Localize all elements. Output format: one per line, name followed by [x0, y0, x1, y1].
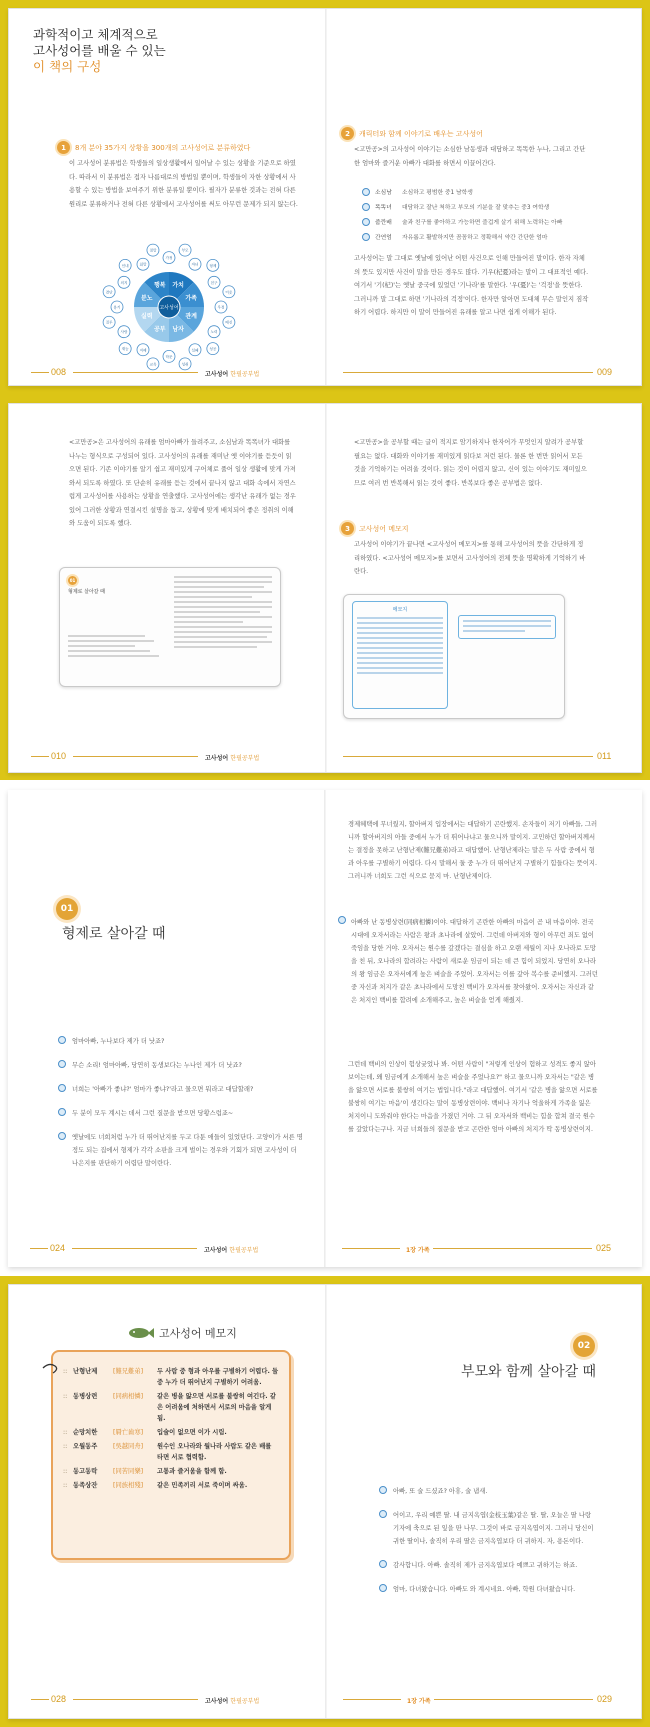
- wheel-term-label: 결단: [105, 290, 113, 295]
- memo-hanja: [脣亡齒寒]: [113, 1429, 144, 1436]
- memo-hanja: [難兄難弟]: [113, 1368, 144, 1375]
- wheel-term-label: 인내: [121, 263, 129, 268]
- brand-main: 고사성어: [205, 1698, 229, 1705]
- dialog-list: [58, 1035, 303, 1181]
- brand-sub: 한필공부법: [230, 371, 260, 378]
- dialog-line: [58, 1059, 303, 1072]
- spine-gutter: [325, 404, 327, 772]
- section-number-badge: 2: [341, 127, 354, 140]
- heading-line-2: 고사성어를 배울 수 있는: [33, 43, 166, 58]
- memo-row: [63, 1480, 279, 1491]
- wheel-term-label: 재능: [121, 347, 129, 352]
- wheel-term-label: 실패: [191, 348, 199, 353]
- memo-definition: 같은 민족끼리 서로 죽이며 싸움.: [157, 1482, 248, 1489]
- speaker-icon: [379, 1560, 387, 1568]
- wheel-term-label: 친구: [210, 280, 218, 285]
- brand-footer-left: [205, 369, 259, 378]
- page-heading: [33, 27, 166, 75]
- thumbnail-right-spread: [343, 594, 565, 719]
- book-spread-008-009: [8, 8, 642, 386]
- right-paragraph-2: 아빠와 난 동병상련(同病相憐)이야. 대답하기 곤란한 아빠의 마음이 곧 내 마음이야. 전국시대에 오자서라는 사람은 왕과 초나라에 살았어. 그런데 아버지와 형이 아무런 죄도 없이 죽임을 당한 거야. 오자서는 원수를 갚겠다는 결심을 하고 오랜 세월이 지나 오나라로 도망을 친 뒤, 오나라의 합려라는 사람이 새로운 임금이 되는 데 큰 힘이 되었지. 당연히 오나라의 왕 임금은 오자서에게 높은 벼슬을 주었어. 오자서는 이를 갚아 복수를 준비했지. 그러던 중 자신과 처지가 같은 초나라에서 도망친 백비가 오자서를 찾아왔어. 오자서는 자신과 같은 처지인 백비를 합려에 소개해주고, 높은 벼슬을 얻게 해줬지.: [351, 919, 599, 1004]
- brand-main: 고사성어: [204, 1247, 228, 1254]
- right-paragraph-2-wrap: [338, 916, 598, 1007]
- memo-definition: 고통과 즐거움을 함께 함.: [157, 1468, 227, 1475]
- memo-box: [51, 1350, 291, 1560]
- dialog-text: 엄마, 다녀왔습니다. 아빠도 와 계시네요. 아빠, 학원 다녀왔습니다.: [393, 1586, 576, 1593]
- page-rule-left-2: [73, 756, 198, 757]
- wheel-center-label: 고사성어: [159, 305, 179, 311]
- fish-icon: [127, 1327, 155, 1339]
- thumb-chapter-title: 형제로 살아갈 때: [68, 589, 105, 595]
- wheel-term-label: 노력: [210, 330, 218, 335]
- brand-sub: 한필공부법: [229, 1247, 259, 1254]
- wheel-segment-label: 관계: [185, 313, 197, 321]
- wheel-term-label: 용기: [113, 305, 121, 310]
- chapter-title: 형제로 살아갈 때: [62, 926, 166, 942]
- section-2-body: 고사성어는 말 그대로 옛날에 있어난 어떤 사건으로 인해 만들어진 말이다. 한자 자체의 뜻도 있지만 사건이 말을 만든 경우도 많다. 기우(杞憂)라는 말이 그 대표적인 예다. 여기서 '기(杞)'는 옛날 중국에 있었던 '기나라'를 말한다. '우(憂)'는 '걱정'을 뜻한다. 그러니까 말 그대로 하면 '기나라의 걱정'이다. 한자만 알아면 도대체 무슨 말인지 짐작하기 어렵다. 하지만 이 말이 만들어진 유래를 알고 나면 쉽게 이해가 된다.: [354, 255, 589, 316]
- dialog-line: [58, 1131, 303, 1170]
- dialog-line: [58, 1107, 303, 1120]
- page-number-left: 010: [51, 751, 67, 761]
- running-head-right: 1장 가족: [407, 1698, 431, 1705]
- memo-marker: ::: [63, 1468, 68, 1475]
- memo-definition: 입술이 없으면 이가 시림.: [157, 1429, 227, 1436]
- brand-footer-left: [204, 1245, 258, 1254]
- character-desc: 술과 친구를 좋아하고 가능하면 즐겁게 살기 위해 노력하는 아빠: [402, 220, 563, 226]
- page-number-right: 025: [596, 1243, 612, 1253]
- right-paragraph-3: 그런데 백비의 인상이 험상궂었나 봐. 어떤 사람이 "저렇게 인상이 험하고 성격도 좋지 않아 보이는데, 왜 임금에게 소개해서 높은 벼슬을 주었나요?" 하고 물으니까 오자서는 "같은 병을 앓으면 서로를 불쌍히 여기는 법입니다."라고 대답했어. 여기서 '같은 병을 앓으면 서로를 불쌍히 여기는 마음'이 생긴다는 말이 동병상련이야. 백비나 자기나 억울하게 가족을 잃은 처지이니 도와줘야 한다는 마음을 가졌던 거야. 그 뒤 오자서와 백비는 힘을 합쳐 결국 원수를 갚았다는구나. 지금 너희들의 질문을 받고 곤란한 엄마 아빠의 처지가 딱 동병상련이지.: [348, 1061, 598, 1133]
- section-1-header: [57, 141, 250, 154]
- dialog-line: [379, 1509, 594, 1548]
- memo-hanja: [同苦同樂]: [113, 1468, 144, 1475]
- wheel-term-label: 부모: [181, 248, 189, 253]
- character-row: [362, 187, 592, 196]
- page-rule-right-2: [433, 1248, 592, 1249]
- speaker-icon: [379, 1584, 387, 1592]
- dialog-text: 두 분이 모두 계시는 데서 그런 질문을 받으면 당황스럽죠~: [72, 1110, 234, 1117]
- section-3-header: [341, 522, 409, 535]
- wheel-segment-label: 가치: [172, 281, 184, 289]
- memo-word: 동족상잔: [73, 1482, 98, 1489]
- memo-hanja: [吳越同舟]: [113, 1443, 144, 1450]
- memo-definition: 원수인 오나라와 월나라 사람도 같은 배를 타면 서로 협력함.: [157, 1443, 272, 1461]
- wheel-term-label: 사랑: [120, 330, 128, 335]
- character-icon: [362, 218, 370, 226]
- brand-footer-left: [205, 753, 259, 762]
- page-number-right: 029: [597, 1694, 613, 1704]
- section-title: 고사성어 메모지: [359, 524, 409, 533]
- character-row: [362, 217, 592, 226]
- page-number-right: 011: [597, 751, 612, 761]
- dialog-text: 너희는 '아빠가 좋냐?' 엄마가 좋냐?'라고 물으면 뭐라고 대답할래?: [72, 1086, 254, 1093]
- dialog-list: [379, 1485, 594, 1607]
- book-spread-010-011: [8, 403, 642, 773]
- brand-footer-left: [205, 1696, 259, 1705]
- memo-row: [63, 1427, 279, 1438]
- page-rule-left: [31, 756, 49, 757]
- wheel-term-label: 교육: [149, 362, 157, 367]
- page-number-right: 009: [597, 367, 613, 377]
- memo-heading: [127, 1325, 237, 1341]
- wheel-term-label: 의지: [120, 280, 128, 285]
- memo-rows: [63, 1366, 279, 1491]
- page-rule-left: [31, 1699, 49, 1700]
- memo-marker: ::: [63, 1443, 68, 1450]
- wheel-term-label: 절망: [149, 248, 157, 253]
- memo-title: 고사성어 메모지: [159, 1327, 237, 1340]
- dialog-text: 아빠, 또 술 드셨죠? 아휴, 술 냄새.: [393, 1488, 488, 1495]
- memo-row: [63, 1366, 279, 1388]
- character-icon: [362, 233, 370, 241]
- wheel-term-label: 배신: [225, 320, 233, 325]
- character-desc: 대담하고 잘난 척하고 부모의 기분을 잘 맞추는 중3 여학생: [402, 205, 550, 211]
- dialog-text: 엄마아빠, 누나보다 제가 더 낫죠?: [72, 1038, 165, 1045]
- dialog-text: 감사합니다. 아빠. 솔직히 제가 금지옥엽보다 예쁘고 귀하기는 하죠.: [393, 1562, 578, 1569]
- memo-word: 오월동주: [73, 1443, 98, 1450]
- memo-marker: ::: [63, 1429, 68, 1436]
- page-rule-right: [342, 1248, 400, 1249]
- character-row: [362, 232, 592, 241]
- character-name: 간연엄: [375, 235, 392, 241]
- page-number-left: 028: [51, 1694, 67, 1704]
- memo-marker: ::: [63, 1393, 68, 1400]
- brand-sub: 한필공부법: [230, 1698, 260, 1705]
- memo-row: [63, 1441, 279, 1463]
- speaker-icon: [379, 1486, 387, 1494]
- wheel-term-label: 학문: [165, 354, 173, 359]
- section-title: 8개 분야 35가지 상황을 300개의 고사성어로 분류하였다: [75, 143, 251, 152]
- wheel-segment-label: 가족: [185, 294, 197, 302]
- section-3-body: 고사성어 이야기가 끝나면 <고사성어 메모지>를 통해 고사성어의 뜻을 간단하게 정리하였다. <고사성어 메모지>를 보면서 고사성어의 전체 뜻을 명확하게 기억하기 바란다.: [354, 541, 586, 575]
- hook-icon: [41, 1360, 61, 1376]
- character-icon: [362, 188, 370, 196]
- dialog-line: [379, 1559, 594, 1572]
- thumb-memo-label: 메모지: [392, 607, 408, 613]
- wheel-term-label: 성취: [181, 362, 189, 367]
- memo-word: 동고동락: [73, 1468, 98, 1475]
- section-2-header: [341, 127, 483, 140]
- wheel-term-label: 이웃: [225, 290, 233, 295]
- speaker-icon: [58, 1036, 66, 1044]
- memo-word: 난형난제: [73, 1368, 98, 1375]
- page-rule-left: [30, 1248, 48, 1249]
- page-number-left: 024: [50, 1243, 66, 1253]
- speaker-icon: [58, 1060, 66, 1068]
- memo-word: 동병상련: [73, 1393, 98, 1400]
- page-number-left: 008: [51, 367, 67, 377]
- dialog-line: [58, 1035, 303, 1048]
- speaker-icon: [58, 1132, 66, 1140]
- section-title: 캐릭터와 함께 이야기로 배우는 고사성어: [359, 129, 483, 138]
- section-number-badge: 3: [341, 522, 354, 535]
- thumb-chapter-badge: 01: [69, 578, 76, 583]
- wheel-term-label: 우정: [217, 305, 225, 310]
- page-rule-left-2: [73, 1699, 198, 1700]
- wheel-term-label: 질투: [105, 320, 113, 325]
- wheel-term-label: 가정: [165, 256, 173, 261]
- wheel-segment-label: 분노: [141, 294, 153, 302]
- character-name: 줍깐배: [375, 220, 392, 226]
- page-rule-left-2: [72, 1248, 197, 1249]
- spine-gutter: [325, 9, 327, 385]
- character-icon: [338, 916, 346, 924]
- dialog-line: [58, 1083, 303, 1096]
- character-row: [362, 202, 592, 211]
- brand-main: 고사성어: [205, 371, 229, 378]
- chapter-number-badge: 01: [56, 898, 78, 920]
- spine-gutter: [324, 790, 326, 1267]
- memo-marker: ::: [63, 1482, 68, 1489]
- dialog-line: [379, 1583, 594, 1596]
- character-name: 똑똑녀: [375, 205, 392, 211]
- character-list: [362, 187, 592, 247]
- page-rule-right: [343, 372, 593, 373]
- chapter-number-badge: 02: [573, 1335, 595, 1357]
- spine-gutter: [325, 1285, 327, 1718]
- wheel-segment-label: 남자: [172, 326, 184, 334]
- dialog-text: 옛날에도 너희처럼 누가 더 뛰어난지를 두고 다툰 애들이 있었단다. 고양이가 서른 명 정도 되는 집에서 형제가 각각 소판을 크게 벌이는 경우와 기회가 되면 고사성이 더 나은지를 판단하기 어렵단 말이란다.: [72, 1134, 303, 1167]
- wheel-term-label: 지혜: [139, 348, 147, 353]
- character-name: 소심남: [375, 190, 392, 196]
- heading-line-1: 과학적이고 체계적으로: [33, 27, 158, 42]
- memo-word: 순망치한: [73, 1429, 98, 1436]
- wheel-segment-label: 실력: [141, 313, 153, 321]
- character-desc: 자유롭고 활발하지만 꼼꼼하고 정확해서 약간 간단한 엄마: [402, 235, 548, 241]
- page-rule-right: [343, 756, 593, 757]
- thumbnail-left-spread: [59, 567, 281, 687]
- book-spread-028-029: [8, 1284, 642, 1719]
- running-head-right: 1장 가족: [406, 1247, 430, 1254]
- right-body-top: <고만공>을 공부할 때는 글이 적지로 암기하지나 한자어가 무엇인지 알려가 공부할 필요는 없다. 대화와 이야기를 재미있게 읽다보 저런 된다. 물론 한 번만 읽어서 모든 것을 기억하기는 어려울 것이다. 읽는 것이 어렵지 않고, 신이 있는 이야기도 재미있으므로 여러 번 반복해서 읽는 것이 좋다. 반복보다 좋은 공부법은 없다.: [354, 439, 587, 487]
- section-number-badge: 1: [57, 141, 70, 154]
- left-body: <고만공>은 고사성어의 유래를 엄마아빠가 들려주고, 소심남과 똑똑녀가 대화를 나누는 형식으로 구성되어 있다. 고사성어의 유래를 재미난 옛 이야기를 듣듯이 읽으면 된다. 기존 이야기를 알기 쉽고 재미있게 구어체로 풀어 일상 생활에 맞게 가져와서 되도록 하였다. 또 단순히 유래를 듣는 것에서 끝나지 않고 대화 속에서 자연스럽게 고사성어를 사용하는 상황을 연출했다. 고사성어에는 생각난 유래가 없는 경우 있어 그러한 상황과 연결시킨 설명을 돕고, 상황에 맞게 배치되어 좋은 정취의 이해와 도움이 되도록 했다.: [69, 439, 296, 527]
- memo-row: [63, 1391, 279, 1424]
- chapter-title: 부모와 함께 살아갈 때: [461, 1364, 597, 1380]
- memo-marker: ::: [63, 1368, 68, 1375]
- speaker-icon: [58, 1108, 66, 1116]
- character-icon: [362, 203, 370, 211]
- memo-definition: 같은 병을 앓으면 서로를 불쌍히 여긴다. 같은 어려움에 처하면서 서로의 마음을 알게 됨.: [157, 1393, 276, 1422]
- wheel-term-label: 희망: [139, 262, 147, 267]
- memo-row: [63, 1466, 279, 1477]
- memo-hanja: [同病相憐]: [113, 1393, 144, 1400]
- wheel-term-label: 자녀: [191, 262, 199, 267]
- character-desc: 소심하고 평범한 중1 남학생: [402, 190, 473, 196]
- brand-main: 고사성어: [205, 755, 229, 762]
- page-rule-left: [31, 372, 49, 373]
- dialog-line: [379, 1485, 594, 1498]
- category-wheel-diagram: [84, 237, 254, 377]
- right-paragraph-1: 경제혜택에 무너웠지, 할아버지 입장에서는 대답하기 곤란했지. 손자들이 저기 아빠들, 그러니까 할아버지의 아들 중에서 누가 더 뛰어나냐고 물으니까 말이지. 고민하던 할아버지께서는 결정을 못하고 난형난제(難兄難弟)라고 대답했어. 난형난제라는 말은 두 사람 중에서 형과 아우를 구별하기 어렵다. 다시 말해서 둘 중 누가 더 뛰어난지 구별하기 힘들다는 뜻이지. 그러니까 너희도 그런 식으로 묻지 마. 난형난제이다.: [348, 821, 598, 880]
- book-spread-024-025: [8, 790, 642, 1267]
- page-rule-left-2: [73, 372, 198, 373]
- memo-hanja: [同族相殘]: [113, 1482, 144, 1489]
- wheel-segment-label: 행복: [154, 281, 166, 289]
- heading-line-3: 이 책의 구성: [33, 59, 102, 74]
- wheel-term-label: 성공: [209, 347, 217, 352]
- section-1-body: 이 고사성어 분류법은 학생들의 일상생활에서 일어날 수 있는 상황을 기준으로 하였다. 따라서 이 분류법은 접자 나름대로의 방법일 뿐이며, 학생들이 자한 상황에서 사용할 수 있는 방법을 보여주기 위한 분류일 뿐이다. 필자가 분류한 것과는 전혀 다른 원리로 분류하거나 전혀 다른 상황에서 고사성어를 써도 아무런 문제가 되지 않는다.: [69, 160, 298, 208]
- speaker-icon: [58, 1084, 66, 1092]
- brand-sub: 한필공부법: [230, 755, 260, 762]
- page-rule-right-2: [434, 1699, 593, 1700]
- wheel-segment-label: 공부: [154, 326, 166, 334]
- speaker-icon: [379, 1510, 387, 1518]
- wheel-term-label: 형제: [209, 263, 217, 268]
- section-2-intro: <고만공>의 고사성어 이야기는 소심한 남동생과 대담하고 똑똑한 누나, 그리고 간단한 엄마와 즐거운 아빠가 대화를 하면서 이끌어간다.: [354, 146, 586, 167]
- dialog-text: 무슨 소리! 엄마아빠, 당연히 동생보다는 누나인 제가 더 낫죠?: [72, 1062, 242, 1069]
- dialog-text: 어이고, 우리 예쁜 딸. 내 금지옥엽(金枝玉葉)같은 딸. 딸, 오늘은 딸 나랑 기자에 축으로 된 잎을 딴 나무. 그것이 바로 금지옥엽이지. 그러니 당신이 귀한 딸이나, 솔직히 우리 딸은 금지옥엽보다 더 귀하지. 자, 용돈이다.: [393, 1512, 594, 1545]
- memo-definition: 두 사람 중 형과 아우를 구별하기 어렵다. 둘 중 누가 더 뛰어난지 구별하기 어려움.: [157, 1368, 279, 1386]
- page-rule-right: [343, 1699, 401, 1700]
